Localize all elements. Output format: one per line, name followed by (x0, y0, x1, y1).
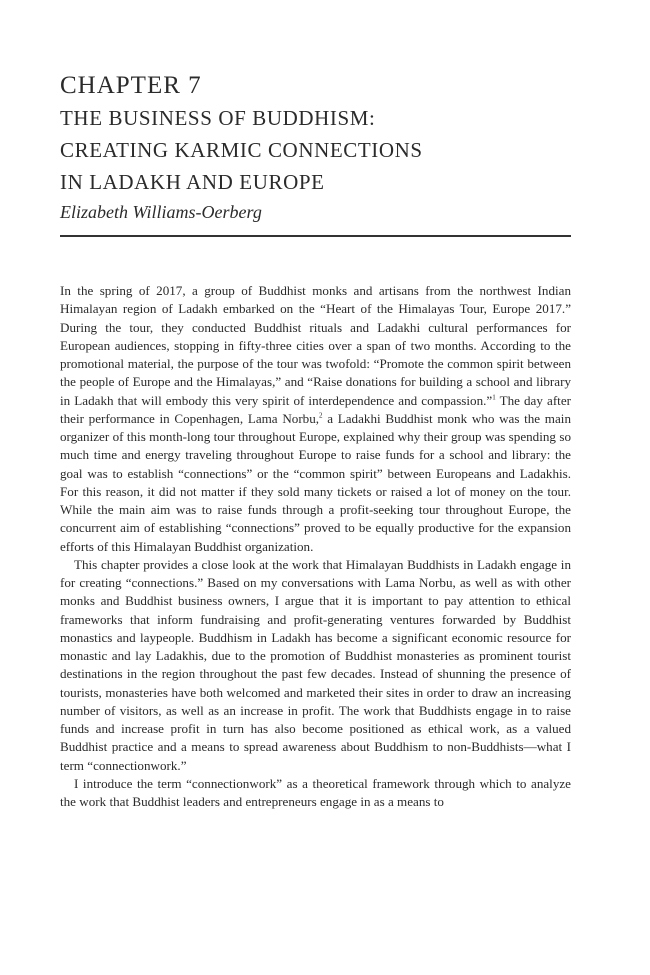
paragraph-1-text-c: a Ladakhi Buddhist monk who was the main organizer of this month-long tour throughout Europe, explained why their group was spending so much time and energy traveling throughout Europe to raise funds for a school and library: the goal was to establish “connections” or the “common spirit” between Europeans and Ladakhis. For this reason, it did not matter if they sold many tickets or raised a lot of money on the tour. While the main aim was to raise funds through a profit-seeking tour throughout Europe, the concurrent aim of establishing “connections” proved to be equally productive for the expansion efforts of this Himalayan Buddhist organization. (60, 410, 571, 554)
paragraph-1-text-a: In the spring of 2017, a group of Buddhist monks and artisans from the northwest Indian Himalayan region of Ladakh embarked on the “Heart of the Himalayas Tour, Europe 2017.” During the tour, they conducted Buddhist rituals and Ladakhi cultural performances for European audiences, stopping in fifty-three cities over a span of two months. According to the promotional material, the purpose of the tour was twofold: “Promote the common spirit between the people of Europe and the Himalayas,” and “Raise donations for building a school and library in Ladakh that will embody this very spirit of interdependence and compassion.” (60, 283, 571, 408)
paragraph-2: This chapter provides a close look at the work that Himalayan Buddhists in Ladakh engage in for creating “connections.” Based on my conversations with Lama Norbu, as well as with other monks and Buddhist business owners, I argue that it is important to pay attention to ethical frameworks that inform fundraising and profit-generating ventures forwarded by Buddhist monastics and laypeople. Buddhism in Ladakh has become a significant economic resource for monastic and lay Ladakhis, due to the promotion of Buddhist monasteries as prominent tourist destinations in the region throughout the past few decades. Instead of shunning the presence of tourists, monasteries have both welcomed and marketed their sites in order to draw an increasing number of visitors, as well as an increase in profit. The work that Buddhists engage in to raise funds and increase profit in turn has also become positioned as ethical work, as a valued Buddhist practice and a means to spread awareness about Buddhism to non-Buddhists—what I term “connectionwork.” (60, 556, 571, 773)
header-divider (60, 235, 571, 237)
chapter-header (60, 70, 571, 237)
chapter-body (60, 282, 571, 811)
footnote-ref-1: 1 (492, 393, 496, 402)
paragraph-3: I introduce the term “connectionwork” as a theoretical framework through which to analyze the work that Buddhist leaders and entrepreneurs engage in as a means to (60, 775, 571, 809)
chapter-author: Elizabeth Williams-Oerberg (60, 202, 262, 222)
paragraph-1-text-b: The day after their performance in Copenhagen, Lama Norbu, (60, 392, 571, 426)
chapter-title-line-2: CREATING KARMIC CONNECTIONS (60, 138, 423, 162)
chapter-number: CHAPTER 7 (60, 72, 202, 99)
chapter-heading-block (60, 70, 571, 224)
chapter-title-line-3: IN LADAKH AND EUROPE (60, 170, 325, 194)
paragraph-1 (60, 282, 571, 556)
chapter-title-line-1: THE BUSINESS OF BUDDHISM: (60, 106, 376, 130)
footnote-ref-2: 2 (319, 411, 323, 420)
